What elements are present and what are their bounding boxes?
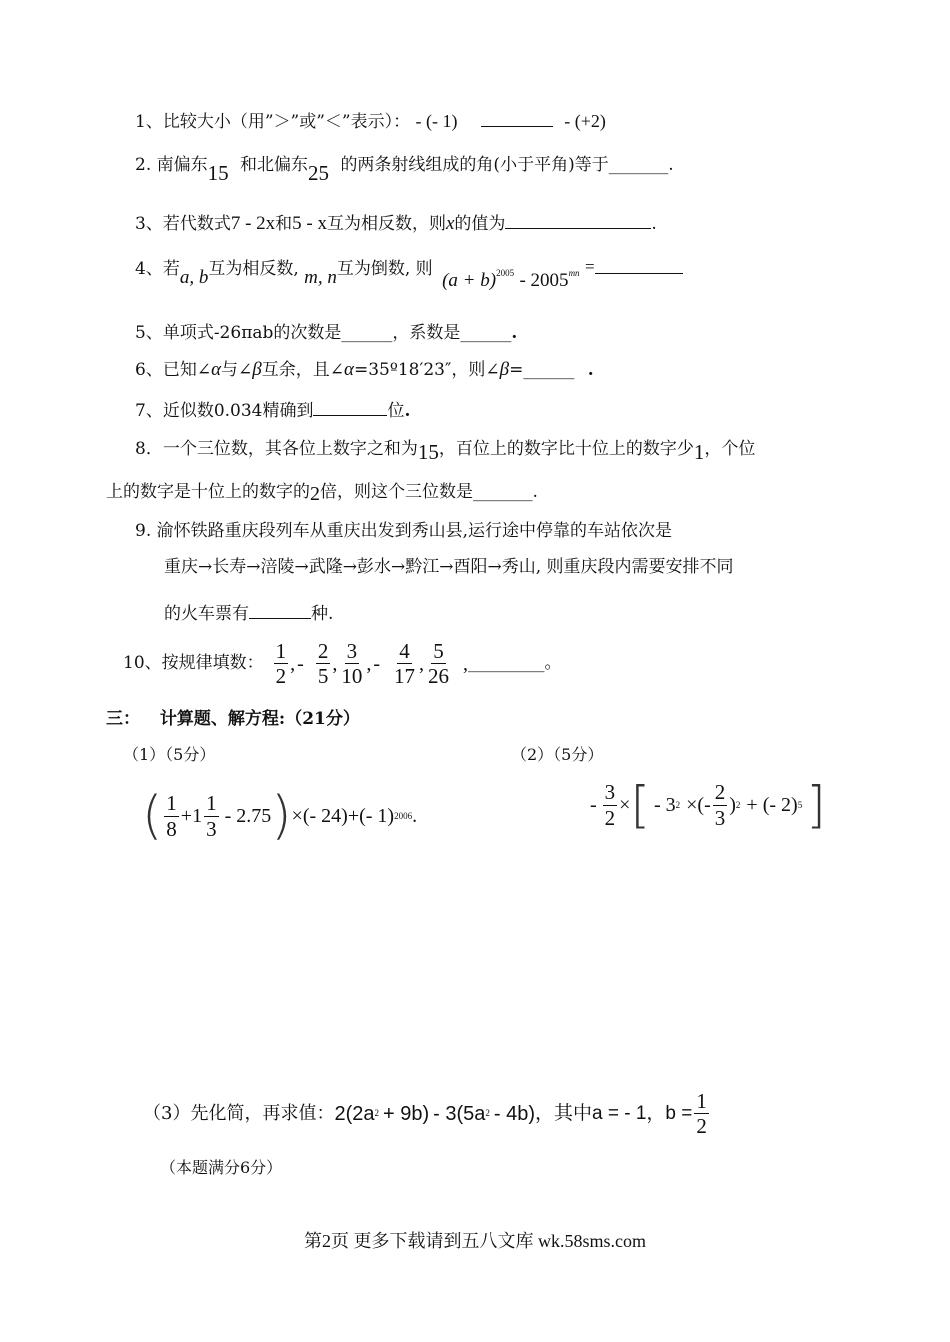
q10-frac-4 bbox=[392, 640, 417, 687]
p1-frac-1 bbox=[164, 792, 179, 839]
q6-value: =35º18′23″，则∠ bbox=[354, 360, 500, 380]
p3-b-den: 2 bbox=[696, 1114, 707, 1139]
p2-frac-1-num: 3 bbox=[604, 780, 616, 805]
q2-end: . bbox=[668, 155, 674, 175]
q2-prefix: 2. 南偏东 bbox=[135, 155, 208, 175]
q6-mid2: 互余，且∠ bbox=[261, 360, 345, 380]
q2-deg2: 25 bbox=[308, 161, 330, 185]
q10-frac-2 bbox=[316, 640, 331, 687]
q10-frac-1 bbox=[274, 640, 289, 687]
q4-eq: = bbox=[584, 257, 595, 276]
q10-frac-4-num: 4 bbox=[399, 639, 410, 663]
q9-line3-a: 的火车票有 bbox=[164, 604, 249, 624]
q10-sign-2: - bbox=[297, 652, 304, 675]
q3-expr1: 7 - 2x bbox=[230, 213, 276, 234]
q10-sep-1: , bbox=[290, 652, 296, 675]
q10-frac-2-den: 5 bbox=[317, 664, 329, 689]
q4-answer-blank[interactable] bbox=[595, 259, 683, 274]
q6-beta: β bbox=[252, 359, 262, 380]
q10-frac-3-den: 10 bbox=[341, 664, 363, 689]
p1-frac-2 bbox=[204, 792, 219, 839]
q4-exp1: 2005 bbox=[496, 268, 515, 278]
p2-frac-1-den: 2 bbox=[604, 805, 616, 830]
problem-3-note: （本题满分6分） bbox=[160, 1158, 283, 1177]
p1-left-paren: ( bbox=[142, 786, 163, 846]
question-6 bbox=[135, 360, 594, 379]
p2-frac-2-den: 3 bbox=[714, 805, 726, 830]
q10-frac-3-num: 3 bbox=[346, 639, 358, 663]
question-9-line-3 bbox=[164, 604, 333, 623]
p2-e1: 2 bbox=[675, 799, 681, 810]
q4-mid2: 互为倒数, 则 bbox=[336, 259, 433, 279]
p3-expr-c: + 9b) bbox=[382, 1102, 430, 1125]
p3-b-frac bbox=[694, 1090, 709, 1137]
q6-answer-blank[interactable]: ______ bbox=[523, 360, 575, 380]
section-3-heading bbox=[106, 711, 360, 728]
q3-end: . bbox=[651, 214, 657, 234]
problem-1-expression bbox=[142, 786, 418, 846]
q8-answer-blank[interactable]: _______ bbox=[473, 482, 533, 502]
q9-answer-blank[interactable] bbox=[249, 604, 311, 619]
question-1 bbox=[135, 112, 606, 131]
question-5 bbox=[135, 325, 517, 342]
question-9-line-2 bbox=[164, 559, 734, 576]
q3-prefix: 3、若代数式 bbox=[135, 214, 231, 234]
q8-text-e: 倍，则这个三位数是 bbox=[320, 482, 473, 502]
q10-sign-4: - bbox=[373, 652, 380, 675]
p2-e3: 5 bbox=[797, 799, 803, 810]
q10-frac-3 bbox=[339, 640, 364, 687]
p3-label: （3）先化简，再求值： bbox=[143, 1102, 335, 1124]
q3-answer-blank[interactable] bbox=[505, 214, 651, 229]
q8-n1: 1 bbox=[693, 440, 705, 464]
q1-answer-blank[interactable] bbox=[481, 112, 553, 127]
q10-frac-1-num: 1 bbox=[275, 639, 287, 663]
section-3-title: 计算题、解方程:（21分） bbox=[159, 709, 360, 729]
q5-text: 5、单项式-26πab的次数是 bbox=[135, 323, 342, 343]
q8-end: . bbox=[532, 482, 538, 502]
q6-eq: = bbox=[509, 360, 524, 380]
question-8-line-1 bbox=[135, 437, 756, 464]
q8-n15: 15 bbox=[417, 440, 439, 464]
p2-times: × bbox=[619, 794, 631, 816]
p3-expr-f: - 4b) bbox=[493, 1102, 536, 1125]
q5-blank-coefficient[interactable]: ______ bbox=[460, 323, 512, 343]
q10-frac-5 bbox=[426, 640, 451, 687]
p3-expr-a: 2 bbox=[334, 1102, 346, 1125]
p3-condition: ，其中a = - 1，b = bbox=[535, 1103, 693, 1125]
q1-label: 1、比较大小（用”＞”或”＜”表示）： bbox=[135, 112, 411, 132]
q9-line1: 9. 渝怀铁路重庆段列车从重庆出发到秀山县,运行途中停靠的车站依次是 bbox=[135, 521, 673, 541]
q4-prefix: 4、若 bbox=[135, 259, 180, 279]
p1-right-paren: ) bbox=[271, 786, 292, 846]
p1-frac-1-num: 1 bbox=[166, 791, 177, 816]
q10-prefix: 10、按规律填数： bbox=[123, 653, 264, 674]
p1-m1: (- 1) bbox=[359, 805, 395, 827]
problem-3 bbox=[143, 1090, 711, 1137]
p1-rest: - 2.75 bbox=[224, 805, 272, 827]
q5-end: . bbox=[511, 323, 518, 343]
q6-alpha: α bbox=[211, 359, 222, 380]
p1-frac-2-num: 1 bbox=[206, 791, 217, 816]
question-3 bbox=[135, 214, 657, 233]
p2-e2: 2 bbox=[735, 799, 741, 810]
q8-text-d: 上的数字是十位上的数字的 bbox=[106, 482, 310, 502]
q1-right: - (+2) bbox=[564, 111, 606, 131]
q6-prefix: 6、已知∠ bbox=[135, 360, 212, 380]
q8-text-a: 8．一个三位数，其各位上数字之和为 bbox=[135, 439, 418, 459]
q3-suffix: 的值为 bbox=[454, 214, 506, 234]
p1-m24: (- 24) bbox=[302, 805, 348, 827]
q8-n2: 2 bbox=[310, 483, 320, 505]
question-10 bbox=[123, 640, 561, 687]
q6-alpha2: α bbox=[344, 359, 354, 380]
q7-suffix: 位 bbox=[387, 401, 405, 421]
question-8-line-2 bbox=[106, 481, 538, 505]
problem-2-expression bbox=[590, 776, 826, 834]
q3-expr2: 5 - x bbox=[292, 213, 327, 234]
q4-ab: a, b bbox=[179, 267, 209, 288]
problem-1-label: （1）（5分） bbox=[123, 745, 216, 764]
q6-end: . bbox=[587, 360, 594, 380]
q4-mn: m, n bbox=[304, 267, 337, 288]
q3-mid2: 互为相反数，则 bbox=[326, 214, 446, 234]
q10-sep-5: , bbox=[462, 652, 468, 675]
p1-plus-one: +1 bbox=[180, 805, 203, 827]
p2-inner2: ×(- bbox=[686, 794, 711, 816]
q10-frac-5-den: 26 bbox=[427, 664, 449, 689]
p2-sign: - bbox=[590, 794, 597, 816]
q2-answer-blank[interactable]: _______ bbox=[608, 155, 669, 175]
section-3-num: 三： bbox=[106, 709, 140, 729]
q6-mid: 与∠ bbox=[221, 360, 253, 380]
p2-inner4: + (- 2) bbox=[746, 794, 798, 816]
p2-frac-1 bbox=[603, 781, 618, 828]
q4-minus: - 2005 bbox=[519, 270, 569, 291]
p2-inner1: - 3 bbox=[653, 794, 676, 816]
problem-2-label: （2）（5分） bbox=[511, 745, 604, 764]
q10-frac-1-den: 2 bbox=[275, 664, 287, 689]
q9-line2: 重庆→长寿→涪陵→武隆→彭水→黔江→酉阳→秀山, 则重庆段内需要安排不同 bbox=[164, 557, 734, 577]
q2-mid: 和北偏东 bbox=[240, 155, 309, 175]
p2-right-bracket: ] bbox=[806, 776, 826, 834]
p2-left-bracket: [ bbox=[630, 776, 650, 834]
q5-blank-degree[interactable]: ______ bbox=[341, 323, 393, 343]
p1-times: × bbox=[291, 805, 303, 827]
q10-sep-4: , bbox=[418, 652, 424, 675]
p1-plus: + bbox=[347, 805, 360, 827]
q1-left: - (- 1) bbox=[415, 111, 458, 131]
p2-frac-2 bbox=[713, 781, 728, 828]
q3-var: x bbox=[445, 213, 455, 234]
question-7 bbox=[135, 401, 410, 420]
p3-e2: 2 bbox=[485, 1108, 490, 1119]
q2-deg1: 15 bbox=[207, 161, 229, 185]
q5-sep: ，系数是 bbox=[392, 323, 461, 343]
p3-expr-d: - 3 bbox=[433, 1102, 457, 1125]
q10-end: 。 bbox=[544, 653, 562, 674]
q7-answer-blank[interactable] bbox=[313, 401, 387, 416]
q9-line3-b: 种. bbox=[311, 604, 334, 624]
p3-b-num: 1 bbox=[696, 1089, 707, 1113]
p3-expr-e: (5a bbox=[456, 1102, 486, 1125]
question-2 bbox=[135, 153, 674, 185]
q2-suffix: 的两条射线组成的角(小于平角)等于 bbox=[340, 155, 609, 175]
q4-mid: 互为相反数, bbox=[208, 259, 299, 279]
p1-end: . bbox=[412, 805, 418, 827]
page-footer: 第2页 更多下载请到五八文库 wk.58sms.com bbox=[304, 1231, 646, 1251]
q6-beta2: β bbox=[499, 359, 510, 380]
p2-frac-2-num: 2 bbox=[714, 780, 726, 805]
q7-prefix: 7、近似数0.034精确到 bbox=[135, 401, 314, 421]
q4-expr-base: (a + b) bbox=[442, 270, 497, 291]
p1-exp: 2006 bbox=[394, 810, 413, 821]
p1-frac-2-den: 3 bbox=[206, 816, 217, 841]
question-9-line-1 bbox=[135, 523, 672, 540]
p3-expr-b: (2a bbox=[345, 1102, 375, 1125]
p2-inner3: ) bbox=[729, 794, 736, 816]
q8-text-b: ，百位上的数字比十位上的数字少 bbox=[438, 439, 694, 459]
question-4 bbox=[135, 257, 683, 291]
p3-e1: 2 bbox=[374, 1108, 379, 1119]
q10-answer-blank[interactable]: _________ bbox=[467, 653, 545, 674]
q3-mid: 和 bbox=[275, 214, 293, 234]
q8-text-c: ，个位 bbox=[704, 439, 756, 459]
q10-sep-3: , bbox=[366, 652, 372, 675]
q10-frac-5-num: 5 bbox=[433, 639, 444, 663]
q4-exp2: mn bbox=[568, 268, 580, 278]
q10-frac-2-num: 2 bbox=[317, 639, 329, 663]
q10-sep-2: , bbox=[332, 652, 338, 675]
q7-end: . bbox=[404, 401, 411, 421]
q10-frac-4-den: 17 bbox=[393, 664, 415, 689]
p1-frac-1-den: 8 bbox=[166, 816, 177, 841]
